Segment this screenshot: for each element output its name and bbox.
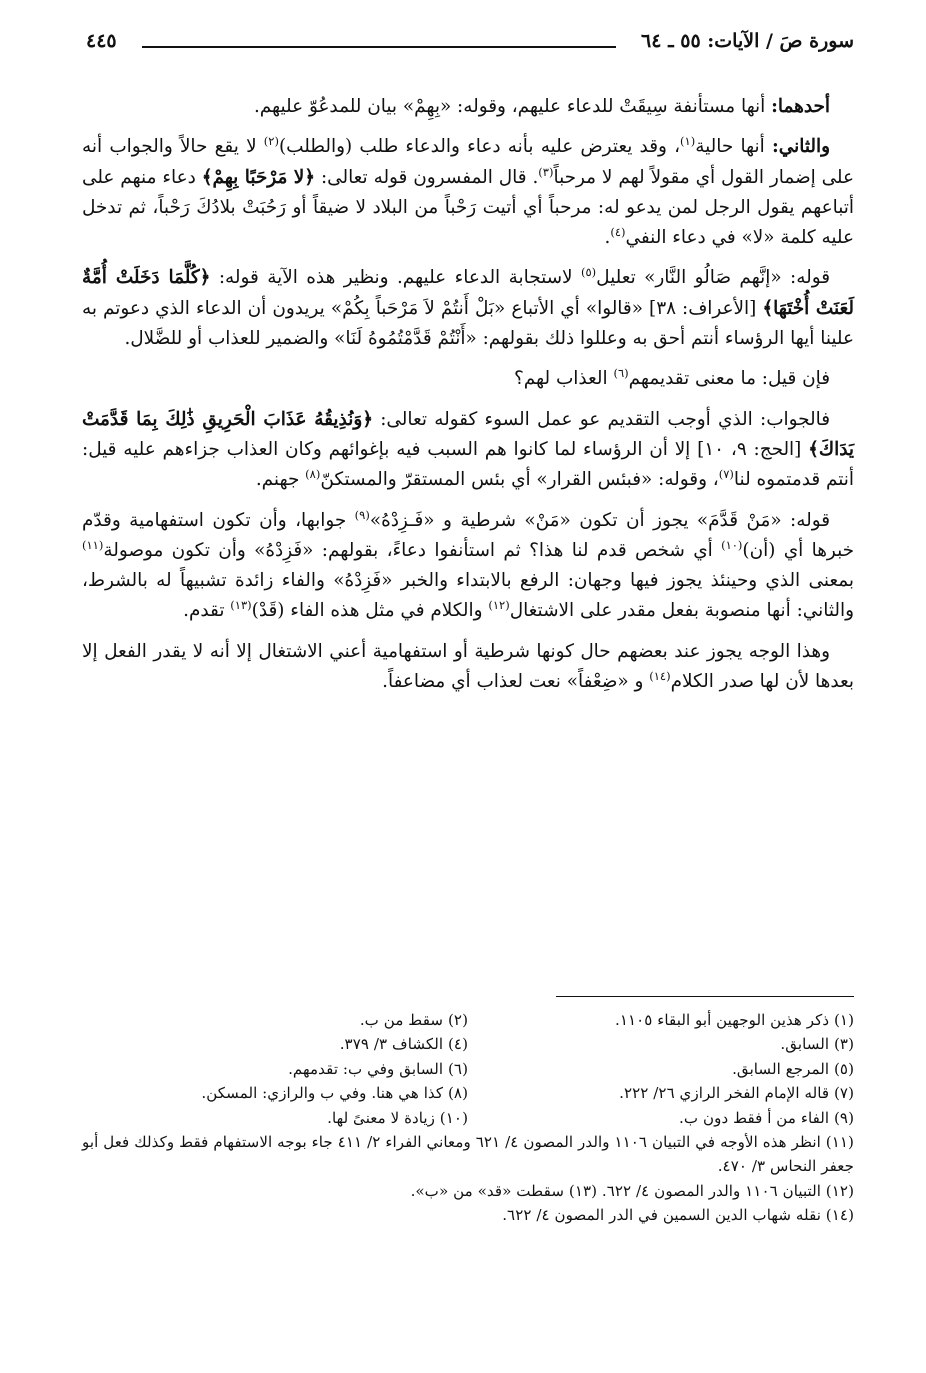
text-run: أي شخص قدم لنا هذا؟ ثم استأنفوا دعاءً، بقولهم: «فَزِدْهُ» وأن تكون موصولة [103,539,722,561]
footnote-marker: (١٢) [488,598,510,613]
paragraph-second-view [82,132,854,253]
text-run: قوله: «إنَّهم صَالُو النَّار» تعليل [596,267,830,289]
footnote-marker: (٢) [263,134,279,149]
paragraph-text: أنها مستأنفة سِيقَتْ للدعاء عليهم، وقوله: «بِهِمْ» بيان للمدعُوّ عليهم. [253,96,766,117]
footnote-2: (٢) سقط من ب. [359,1011,468,1029]
paragraph-man-qaddama [82,506,854,627]
text-run: ، وقوله: «فبئس القرار» أي بئس المستقرّ والمستكنّ [320,469,719,491]
footnote-9: (٩) الفاء من أ فقط دون ب. [679,1108,854,1127]
paragraph-answer [82,405,854,496]
text-run: . [604,227,611,249]
text-run: [الحج: ٩، ١٠] إلا أن الرؤساء لما كانوا هم السبب فيه بإغوائهم وكان العذاب جزاءهم عليه قيل: أنتم قدمتموه لنا [82,438,854,491]
paragraph-first-view [82,92,854,122]
footnote-marker: (٥) [580,265,597,280]
footnote-5: (٥) المرجع السابق. [732,1059,854,1078]
footnote-4: (٤) الكشاف ٣/ ٣٧٩. [339,1035,468,1054]
footnote-separator [556,996,854,997]
quran-verse: «بَلْ أَنتُمْ لاَ مَرْحَباً بِكُمْ» [330,297,506,319]
text-run: العذاب لهم؟ [514,368,614,390]
quran-verse: ﴿كُلَّمَا دَخَلَتْ أُمَّةٌ لَعَنَتْ أُخْتَهَا﴾ [82,267,854,319]
footnote-1: (١) ذكر هذين الوجهين أبو البقاء ١١٠٥. [614,1011,854,1029]
text-run: تقدم. [183,600,231,622]
paragraph-question [82,364,854,394]
footnote-11: (١١) انظر هذه الأوجه في التبيان ١١٠٦ والدر المصون ٤/ ٦٢١ ومعاني الفراء ٢/ ٤١١ جاء بوجه الاستفهام فقط وكذلك فعل أبو جعفر النحاس ٣/ ٤٧٠. [82,1133,854,1176]
footnote-marker: (١١) [82,537,104,552]
running-title: سورة صَ / الآيات: ٥٥ ـ ٦٤ [641,30,854,52]
text-run: فالجواب: الذي أوجب التقديم عو عمل السوء كقوله تعالى: [372,408,830,430]
text-run: فإن قيل: ما معنى تقديمهم [628,368,830,390]
text-run: . قال المفسرون قوله تعالى: [315,166,539,188]
footnote-12-13: (١٢) التبيان ١١٠٦ والدر المصون ٤/ ٦٢٢. (١٣) سقطت «قد» من «ب». [410,1181,854,1200]
page-number: ٤٤٥ [86,30,117,52]
footnote-row [82,1106,854,1130]
footnote-marker: (٩) [354,507,370,522]
footnote-row [82,1057,854,1081]
quran-verse: ﴿لا مَرْحَبًا بِهِمْ﴾ [201,166,316,188]
header-rule [142,46,616,48]
footnote-6: (٦) السابق وفي ب: تقدمهم. [288,1059,468,1078]
footnote-row [82,1008,854,1032]
footnote-14: (١٤) نقله شهاب الدين السمين في الدر المصون ٤/ ٦٢٢. [502,1206,854,1225]
text-run: وهذا الوجه يجوز عند بعضهم حال كونها شرطية أو استفهامية أعني الاشتغال إلا أنه لا يقدر الفعل إلا بعدها لأن لها صدر الكلام [82,640,854,693]
main-text [82,92,854,707]
text-run: أنها حالية [695,136,765,158]
text-run: [الأعراف: ٣٨] «قالوا» أي الأتباع [505,297,763,319]
text-run: والكلام في مثل هذه الفاء (قَدْ) [251,600,489,622]
text-run: جوابها، وأن تكون استفهامية وقدّم خبرها أي (أن) [82,509,854,561]
footnote-row [82,1081,854,1105]
text-run: جهنم. [255,469,306,491]
text-run: يريدون أن الدعاء الذي دعوتم به علينا أيها الرؤساء أنتم أحق به وعللوا ذلك بقولهم: «أَنْتُمْ قَدَّمْتُمُوهُ لَنَا» والضمير للعذاب أو للضَّلال. [82,297,854,350]
footnote-marker: (٨) [305,467,321,482]
text-run: و «ضِعْفاً» نعت لعذاب أي مضاعفاً. [382,671,650,693]
footnote-marker: (١٤) [649,668,671,683]
footnote-10: (١٠) زيادة لا معنىً لها. [327,1108,468,1127]
footnote-marker: (٦) [613,366,629,381]
text-run: بمعنى الذي وحينئذ يجوز فيها وجهان: الرفع بالابتداء والخبر «فَزِدْهُ» والفاء زائدة تشبيهاً له بالشرط، والثاني: أنها منصوبة بفعل مقدر على الاشتغال [82,570,854,622]
text-run: لا يقع حالاً والجواب أنه على إضمار القول أي مقولاً لهم لا مرحباً [82,136,854,188]
page-header [86,28,854,62]
footnote-marker: (١) [680,134,696,149]
footnote-7: (٧) قاله الإمام الفخر الرازي ٢٦/ ٢٢٢. [619,1084,854,1103]
paragraph-label: والثاني: [772,136,830,158]
footnotes [82,1008,854,1228]
text-run: قوله: «مَنْ قَدَّمَ» يجوز أن تكون «مَنْ» شرطية و «فَـزِدْهُ» [369,509,830,531]
paragraph-fire-reason [82,263,854,354]
text-run: دعاء منهم على أتباعهم يقول الرجل لمن يدعو له: مرحباً أي أتيت رَحْباً من البلاد لا ضيقاً أو رَحُبَتْ بلادُكَ رَحْباً، ثم تدخل عليه كلمة «لا» في دعاء النفي [82,166,854,249]
footnote-row [82,1032,854,1056]
footnote-8: (٨) كذا هي هنا. وفي ب والرازي: المسكن. [201,1084,468,1103]
footnote-3: (٣) السابق. [780,1035,854,1054]
text-run: لاستجابة الدعاء عليهم. ونظير هذه الآية قوله: [210,267,581,289]
paragraph-ishtighal [82,637,854,698]
text-run: ، وقد يعترض عليه بأنه دعاء والدعاء طلب (والطلب) [278,136,681,158]
paragraph-label: أحدهما: [771,96,830,117]
quran-verse: ﴿وَنُذِيقُهُ عَذَابَ الْحَرِيقِ ذَٰلِكَ بِمَا قَدَّمَتْ يَدَاكَ﴾ [82,408,854,460]
footnote-marker: (٣) [538,164,554,179]
footnote-marker: (٧) [718,467,734,482]
footnote-marker: (١٣) [230,598,252,613]
footnote-marker: (١٠) [721,537,743,552]
footnote-marker: (٤) [610,225,626,240]
